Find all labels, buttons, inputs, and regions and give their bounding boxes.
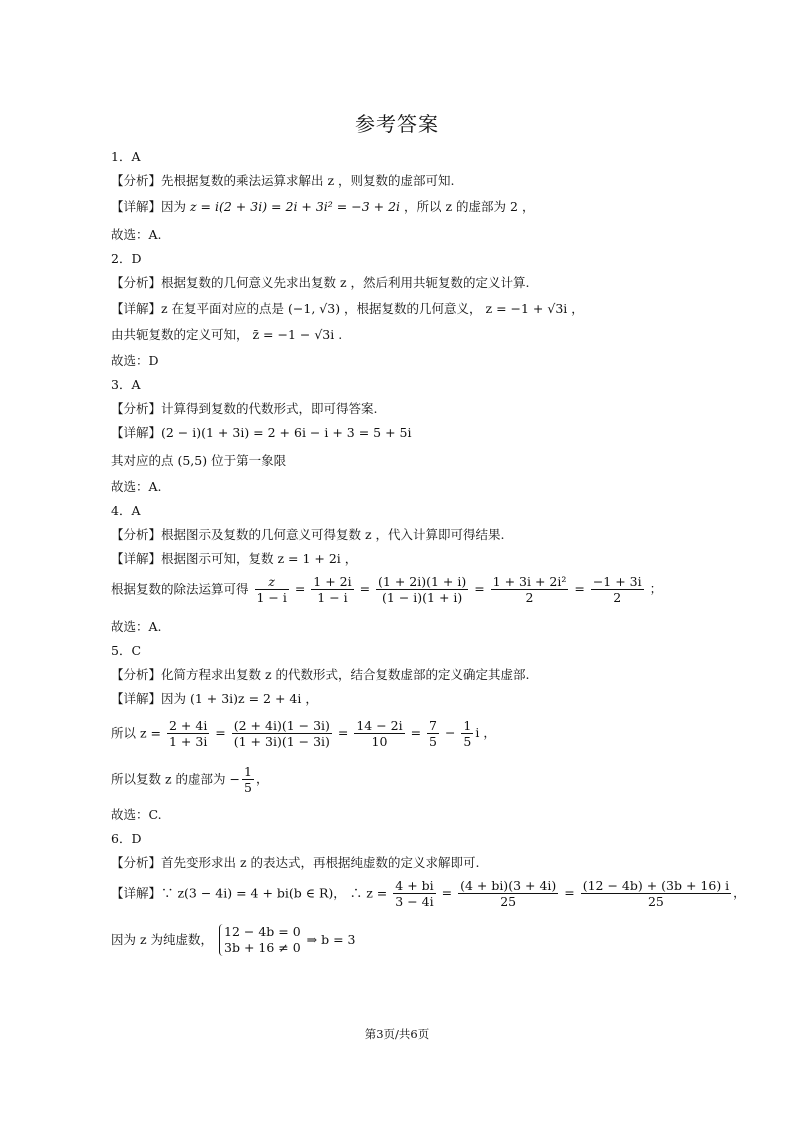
- q6-detail-pre: 【详解】∵ z(3 − 4i) = 4 + bi(b ∈ R)， ∴ z =: [111, 885, 388, 901]
- q3-choice: 故选：A.: [111, 479, 162, 494]
- q6-analysis: 【分析】首先变形求出 z 的表达式，再根据纯虚数的定义求解即可.: [111, 855, 480, 870]
- q5-answer: 5．C: [111, 643, 142, 658]
- q4-choice: 故选：A.: [111, 619, 162, 634]
- q4-answer: 4．A: [111, 503, 141, 518]
- q3-analysis: 【分析】计算得到复数的代数形式，即可得答案.: [111, 401, 378, 416]
- q4-frac-4: $\frac{\text{1 + 3i + 2i²}}{2}$: [492, 574, 567, 605]
- q1-detail-post: ，所以 z 的虚部为 2 ，: [400, 199, 535, 214]
- q5-tail: i ，: [475, 725, 496, 740]
- q2-answer: 2．D: [111, 251, 142, 266]
- q4-division-pre: 根据复数的除法运算可得: [111, 581, 249, 597]
- q6-pure: [111, 924, 356, 956]
- q1-choice: 故选：A.: [111, 227, 162, 242]
- q1-detail-eq: z = i(2 + 3i) = 2i + 3i² = −3 + 2i: [189, 199, 401, 214]
- q2-detail: 【详解】z 在复平面对应的点是 (−1, √3) ，根据复数的几何意义， z = −1 + √3i ，: [111, 301, 584, 316]
- q5-frac-3: $\frac{14 - 2i}{10}$: [356, 718, 403, 749]
- q4-frac-2: $\frac{1 + 2i}{1 - i}$: [313, 574, 352, 605]
- q5-frac-4: $\frac{7}{5}$: [429, 718, 437, 749]
- q4-analysis: 【分析】根据图示及复数的几何意义可得复数 z ，代入计算即可得结果.: [111, 527, 505, 542]
- q4-frac-3: $\frac{(1 + 2i)(1 + i)}{(1 - i)(1 + i)}$: [378, 574, 467, 605]
- q5-detail: 【详解】因为 (1 + 3i)z = 2 + 4i ，: [111, 691, 318, 706]
- q5-solution: 所以 z = $\frac{2 + 4i}{1 + 3i}$ = $\frac{(2 + 4i)(1 - 3i)}{(1 + 3i)(1 - 3i)}$ = $\frac{14 - 2i}{10}$ = $\frac{7}{5}$ − $\frac{1}{5}$ i ，: [111, 718, 496, 749]
- q3-detail2: 其对应的点 (5,5) 位于第一象限: [111, 453, 287, 468]
- q5-frac-5: $\frac{1}{5}$: [463, 718, 472, 749]
- q6-tail: ，: [733, 885, 746, 900]
- q5-imag-frac: $\frac{1}{5}$: [243, 764, 252, 795]
- q6-frac-3: $\frac{(12 - 4b) + (3b + 16) i}{25}$: [582, 878, 730, 909]
- q1-detail: [111, 198, 534, 216]
- q3-detail: 【详解】(2 − i)(1 + 3i) = 2 + 6i − i + 3 = 5 + 5i: [111, 425, 412, 440]
- q5-frac-1: $\frac{2 + 4i}{1 + 3i}$: [169, 718, 208, 749]
- q5-imag: [111, 764, 268, 795]
- page-title: 参考答案: [355, 112, 439, 136]
- q2-choice: 故选：D: [111, 353, 159, 368]
- q6-pure-pre: 因为 z 为纯虚数，: [111, 932, 214, 947]
- q6-detail: 【详解】∵ z(3 − 4i) = 4 + bi(b ∈ R)， ∴ z = $\frac{4 + bi}{3 - 4i}$ = $\frac{(4 + bi)(3 + 4i)}{25}$ = $\frac{(12 - 4b) + (3b + 16) i}{25}$ ，: [111, 878, 746, 909]
- q4-frac-5: $\frac{-1 + 3i}{2}$: [592, 574, 642, 605]
- q6-frac-2: $\frac{(4 + bi)(3 + 4i)}{25}$: [460, 878, 557, 909]
- q5-pre: 所以 z =: [111, 725, 162, 741]
- page-footer: 第3页/共6页: [364, 1027, 430, 1041]
- q6-answer: 6．D: [111, 831, 142, 846]
- q4-detail: 【详解】根据图示可知，复数 z = 1 + 2i ，: [111, 551, 358, 566]
- q1-detail-pre: 【详解】因为: [111, 199, 190, 214]
- q6-frac-1: $\frac{4 + bi}{3 - 4i}$: [395, 878, 434, 909]
- q4-frac-1: $\frac{z}{1 - i}$: [256, 574, 287, 605]
- q2-analysis: 【分析】根据复数的几何意义先求出复数 z ，然后利用共轭复数的定义计算.: [111, 275, 530, 290]
- q6-equation-system: 12 − 4b = 0 3b + 16 ≠ 0: [219, 924, 301, 956]
- q5-frac-2: $\frac{(2 + 4i)(1 - 3i)}{(1 + 3i)(1 - 3i)}$: [233, 718, 330, 749]
- q1-analysis: 【分析】先根据复数的乘法运算求解出 z ，则复数的虚部可知.: [111, 173, 455, 188]
- q2-detail2: 由共轭复数的定义可知， z̄ = −1 − √3i .: [111, 327, 343, 342]
- q3-answer: 3．A: [111, 377, 141, 392]
- q5-analysis: 【分析】化简方程求出复数 z 的代数形式，结合复数虚部的定义确定其虚部.: [111, 667, 530, 682]
- q5-imag-pre: 所以复数 z 的虚部为 −: [111, 771, 240, 787]
- q1-answer: 1．A: [111, 149, 141, 164]
- q5-imag-post: ，: [255, 771, 269, 786]
- q4-division: 根据复数的除法运算可得 $\frac{z}{1 - i}$ = $\frac{1 + 2i}{1 - i}$ = $\frac{(1 + 2i)(1 + i)}{(1 - i)(1 + i)}$ = $\frac{\text{1 + 3i + 2i²}}{2}$ = $\frac{-1 + 3i}{2}$ ；: [111, 574, 663, 605]
- q6-pure-post: ⇒ b = 3: [306, 932, 356, 947]
- q5-choice: 故选：C.: [111, 807, 162, 822]
